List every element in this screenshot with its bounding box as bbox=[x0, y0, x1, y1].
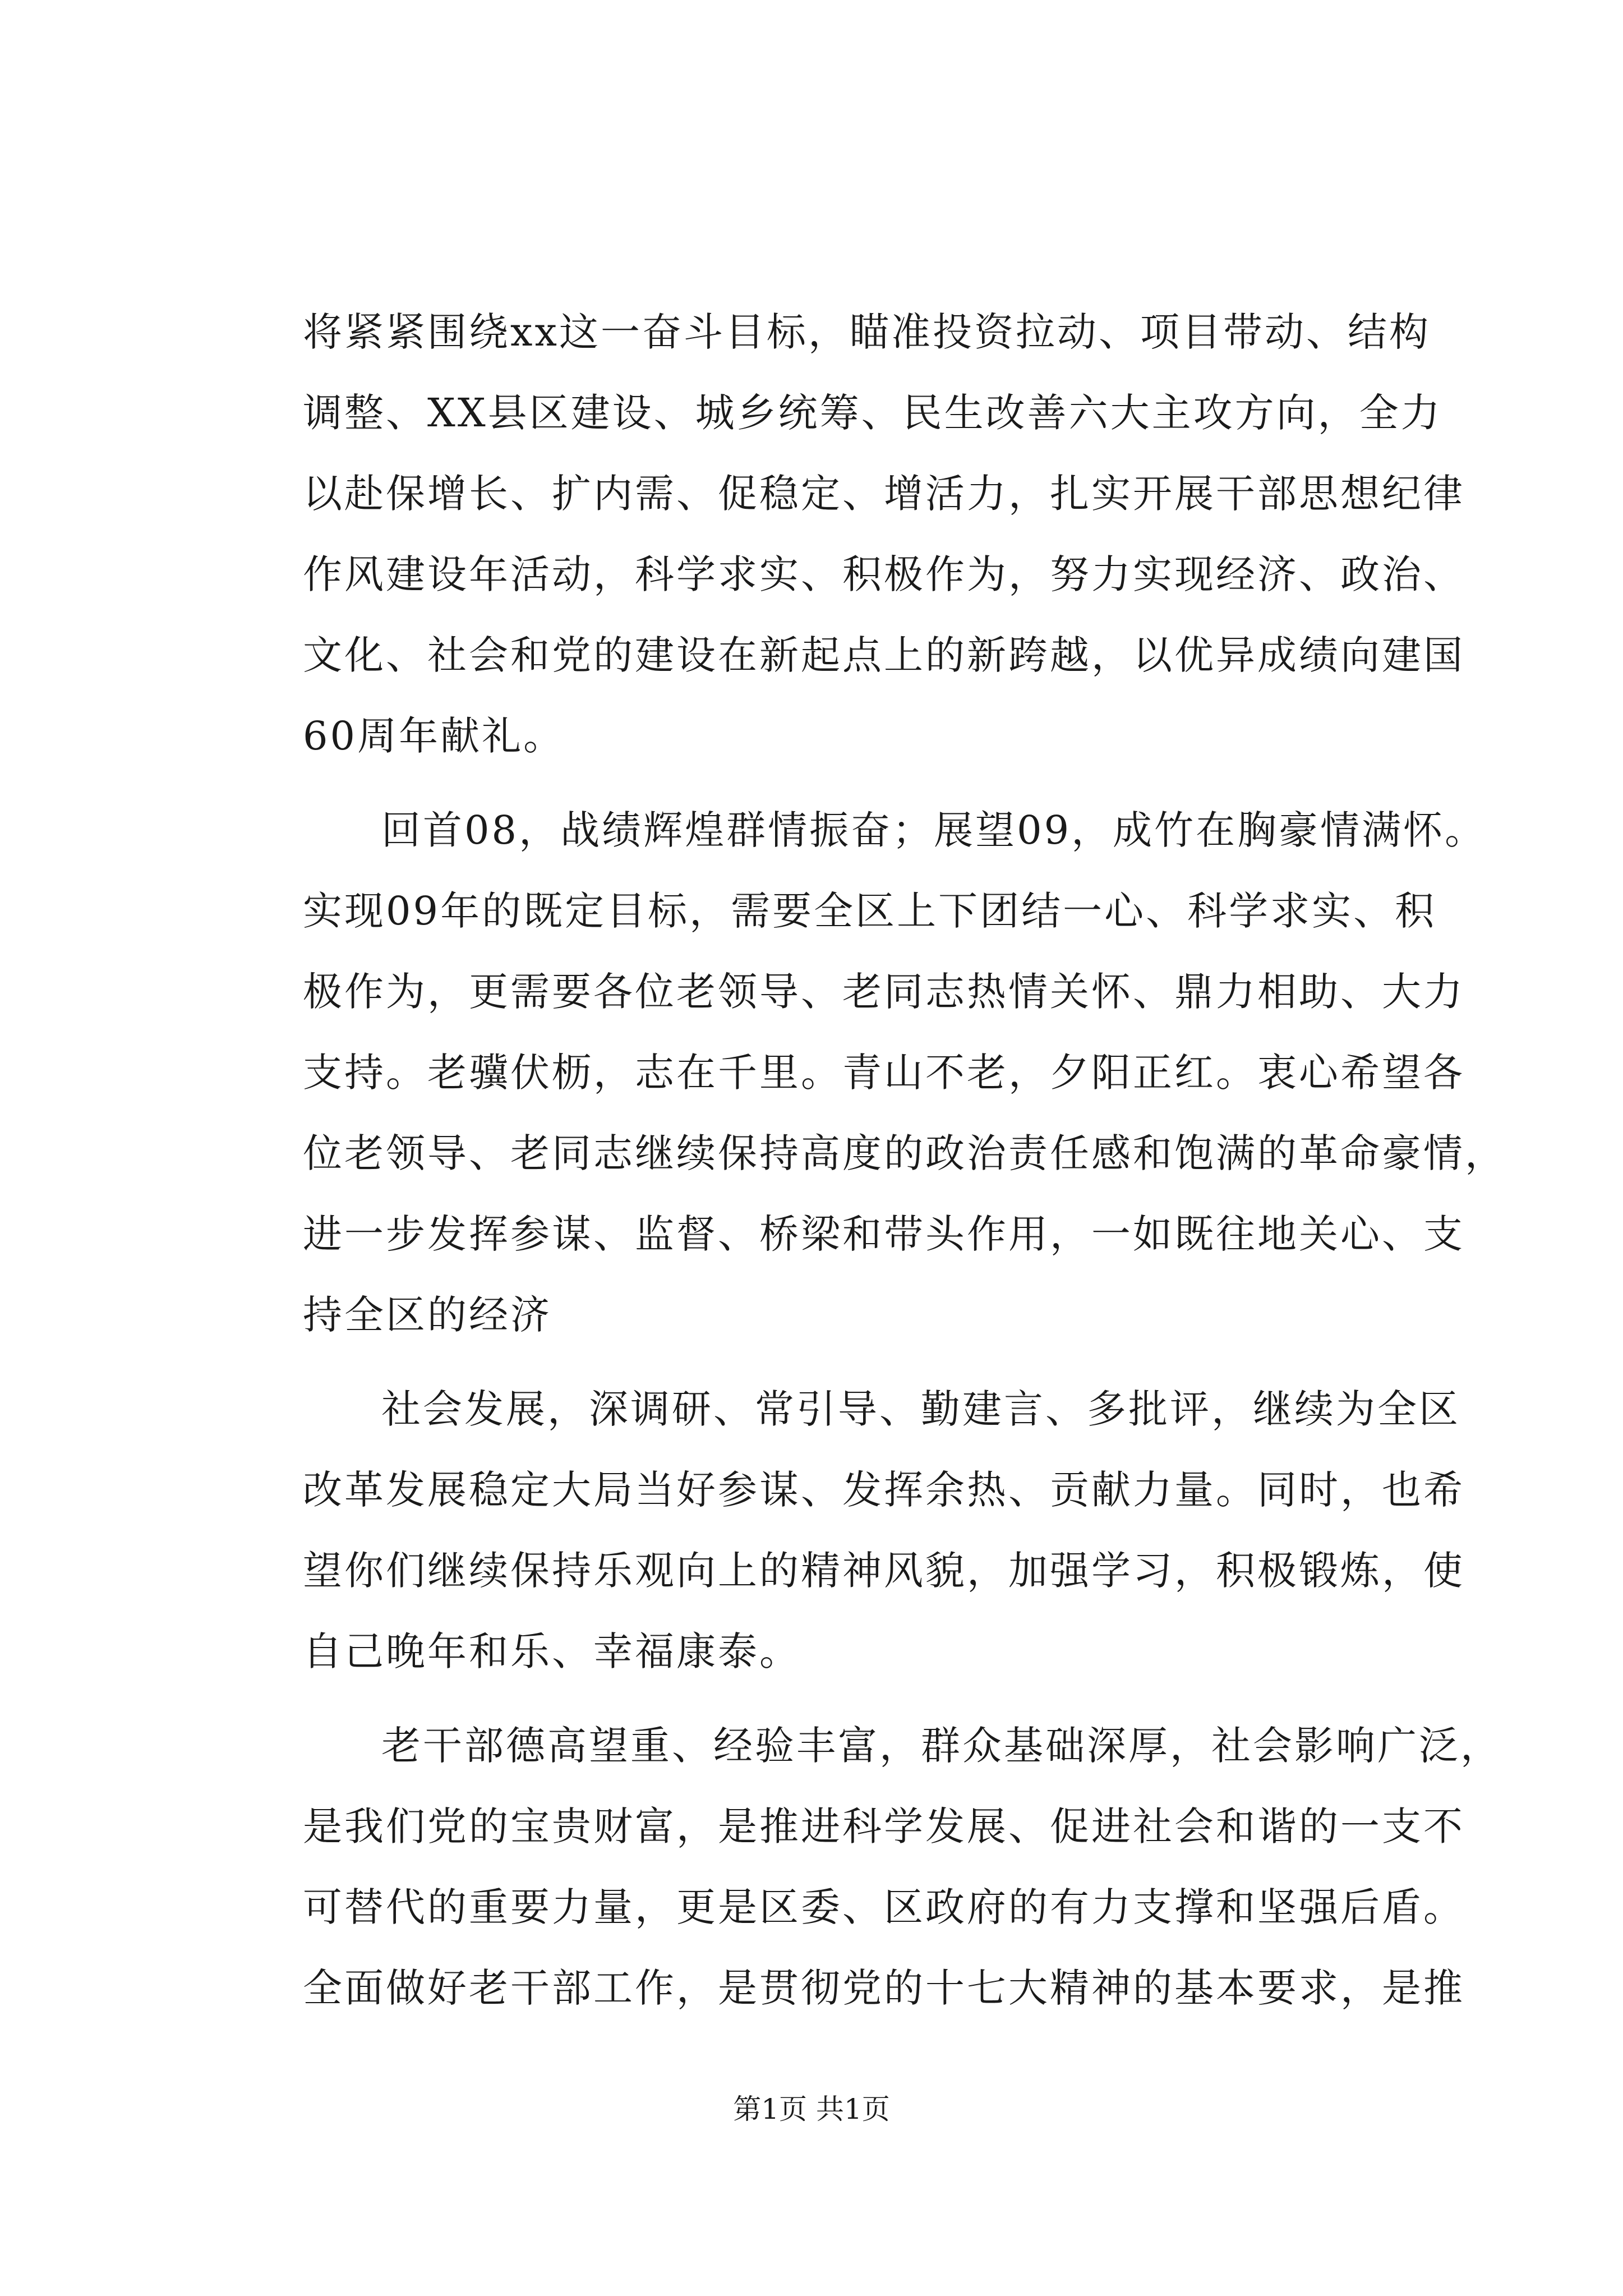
paragraph-4 bbox=[303, 1705, 1502, 2028]
paragraph-3 bbox=[303, 1369, 1465, 1692]
text-line: 实现09年的既定目标，需要全区上下团结一心、科学求实、积 bbox=[303, 888, 1437, 934]
paragraph-2 bbox=[303, 790, 1506, 1355]
text-line: 将紧紧围绕xx这一奋斗目标，瞄准投资拉动、项目带动、结构 bbox=[303, 309, 1431, 355]
text-line: 社会发展，深调研、常引导、勤建言、多批评，继续为全区 bbox=[381, 1386, 1460, 1432]
text-line: 是我们党的宝贵财富，是推进科学发展、促进社会和谐的一支不 bbox=[303, 1803, 1465, 1849]
text-line: 进一步发挥参谋、监督、桥梁和带头作用，一如既往地关心、支 bbox=[303, 1211, 1465, 1257]
text-line: 全面做好老干部工作，是贯彻党的十七大精神的基本要求，是推 bbox=[303, 1965, 1465, 2011]
text-line: 望你们继续保持乐观向上的精神风貌，加强学习，积极锻炼，使 bbox=[303, 1548, 1465, 1594]
text-line: 60周年献礼。 bbox=[303, 713, 565, 759]
text-line: 极作为，更需要各位老领导、老同志热情关怀、鼎力相助、大力 bbox=[303, 969, 1465, 1015]
page-footer bbox=[0, 2090, 1623, 2129]
text-line: 支持。老骥伏枥，志在千里。青山不老，夕阳正红。衷心希望各 bbox=[303, 1050, 1465, 1096]
document-body bbox=[303, 292, 1506, 2028]
text-line: 改革发展稳定大局当好参谋、发挥余热、贡献力量。同时，也希 bbox=[303, 1467, 1465, 1513]
text-line: 作风建设年活动，科学求实、积极作为，努力实现经济、政治、 bbox=[303, 551, 1465, 597]
text-line: 可替代的重要力量，更是区委、区政府的有力支撑和坚强后盾。 bbox=[303, 1884, 1465, 1930]
text-line: 老干部德高望重、经验丰富，群众基础深厚，社会影响广泛， bbox=[381, 1723, 1502, 1769]
text-line: 自己晚年和乐、幸福康泰。 bbox=[303, 1628, 801, 1674]
paragraph-1 bbox=[303, 292, 1465, 776]
text-line: 位老领导、老同志继续保持高度的政治责任感和饱满的革命豪情， bbox=[303, 1130, 1506, 1176]
text-line: 回首08，战绩辉煌群情振奋；展望09，成竹在胸豪情满怀。 bbox=[381, 807, 1487, 853]
text-line: 调整、XX县区建设、城乡统筹、民生改善六大主攻方向，全力 bbox=[303, 390, 1442, 436]
text-line: 以赴保增长、扩内需、促稳定、增活力，扎实开展干部思想纪律 bbox=[303, 471, 1465, 517]
text-line: 文化、社会和党的建设在新起点上的新跨越，以优异成绩向建国 bbox=[303, 632, 1465, 678]
text-line: 持全区的经济 bbox=[303, 1292, 552, 1338]
page-number-label: 第1页 共1页 bbox=[733, 2093, 890, 2125]
